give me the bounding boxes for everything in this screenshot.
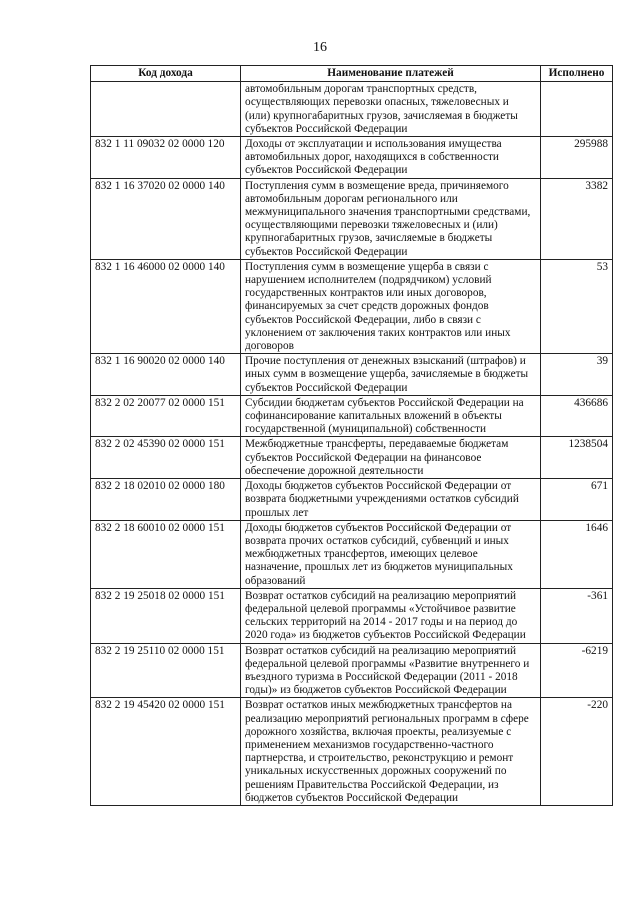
table-row bbox=[91, 588, 613, 643]
table-row bbox=[91, 395, 613, 437]
row-code: 832 1 16 37020 02 0000 140 bbox=[91, 178, 241, 259]
header-value: Исполнено bbox=[541, 66, 613, 82]
row-value: -361 bbox=[541, 588, 613, 643]
header-code: Код дохода bbox=[91, 66, 241, 82]
table-row bbox=[91, 643, 613, 698]
row-value: 1238504 bbox=[541, 437, 613, 479]
revenue-table bbox=[90, 65, 613, 806]
row-name: Доходы от эксплуатации и использования имущества автомобильных дорог, находящихся в собственности субъектов Российской Федерации bbox=[241, 137, 541, 179]
row-code: 832 2 18 02010 02 0000 180 bbox=[91, 479, 241, 521]
row-code bbox=[91, 82, 241, 137]
table-header-row bbox=[91, 66, 613, 82]
row-name: Межбюджетные трансферты, передаваемые бюджетам субъектов Российской Федерации на финансовое обеспечение дорожной деятельности bbox=[241, 437, 541, 479]
row-code: 832 2 02 20077 02 0000 151 bbox=[91, 395, 241, 437]
table-row bbox=[91, 178, 613, 259]
row-value bbox=[541, 82, 613, 137]
page-number: 16 bbox=[313, 40, 327, 55]
table-row bbox=[91, 137, 613, 179]
row-code: 832 2 02 45390 02 0000 151 bbox=[91, 437, 241, 479]
table-row bbox=[91, 259, 613, 353]
row-value: 39 bbox=[541, 354, 613, 396]
row-name: Субсидии бюджетам субъектов Российской Федерации на софинансирование капитальных вложений в объекты государственной (муниципальной) собственности bbox=[241, 395, 541, 437]
table-row bbox=[91, 520, 613, 588]
row-value: 1646 bbox=[541, 520, 613, 588]
row-value: -6219 bbox=[541, 643, 613, 698]
table-row bbox=[91, 479, 613, 521]
row-name: Доходы бюджетов субъектов Российской Федерации от возврата бюджетными учреждениями остатков субсидий прошлых лет bbox=[241, 479, 541, 521]
table-row bbox=[91, 354, 613, 396]
row-name: автомобильным дорогам транспортных средств, осуществляющих перевозки опасных, тяжеловесных и (или) крупногабаритных грузов, зачисляемая в бюджеты субъектов Российской Федерации bbox=[241, 82, 541, 137]
row-code: 832 1 16 90020 02 0000 140 bbox=[91, 354, 241, 396]
row-value: 295988 bbox=[541, 137, 613, 179]
header-name: Наименование платежей bbox=[241, 66, 541, 82]
table-row bbox=[91, 437, 613, 479]
row-name: Возврат остатков субсидий на реализацию мероприятий федеральной целевой программы «Развитие внутреннего и въездного туризма в Российской Федерации (2011 - 2018 годы)» из бюджетов субъектов Российской Федерации bbox=[241, 643, 541, 698]
row-code: 832 2 19 25110 02 0000 151 bbox=[91, 643, 241, 698]
row-name: Возврат остатков субсидий на реализацию мероприятий федеральной целевой программы «Устойчивое развитие сельских территорий на 2014 - 2017 годы и на период до 2020 года» из бюджетов субъектов Российской Федерации bbox=[241, 588, 541, 643]
row-value: 53 bbox=[541, 259, 613, 353]
table-row bbox=[91, 698, 613, 806]
table-row bbox=[91, 82, 613, 137]
row-value: -220 bbox=[541, 698, 613, 806]
row-code: 832 2 19 45420 02 0000 151 bbox=[91, 698, 241, 806]
row-value: 3382 bbox=[541, 178, 613, 259]
row-code: 832 2 19 25018 02 0000 151 bbox=[91, 588, 241, 643]
row-name: Поступления сумм в возмещение ущерба в связи с нарушением исполнителем (подрядчиком) условий государственных контрактов или иных договоров, финансируемых за счет средств дорожных фондов субъектов Российской Федерации, либо в связи с уклонением от заключения таких контрактов или иных договоров bbox=[241, 259, 541, 353]
row-code: 832 1 11 09032 02 0000 120 bbox=[91, 137, 241, 179]
row-code: 832 2 18 60010 02 0000 151 bbox=[91, 520, 241, 588]
row-value: 671 bbox=[541, 479, 613, 521]
row-name: Доходы бюджетов субъектов Российской Федерации от возврата прочих остатков субсидий, субвенций и иных межбюджетных трансфертов, имеющих целевое назначение, прошлых лет из бюджетов муниципальных образований bbox=[241, 520, 541, 588]
row-value: 436686 bbox=[541, 395, 613, 437]
row-name: Возврат остатков иных межбюджетных трансфертов на реализацию мероприятий региональных программ в сфере дорожного хозяйства, включая проекты, реализуемые с применением механизмов государственно-частного партнерства, и строительство, реконструкцию и ремонт уникальных искусственных дорожных сооружений по решениям Правительства Российской Федерации, из бюджетов субъектов Российской Федерации bbox=[241, 698, 541, 806]
row-code: 832 1 16 46000 02 0000 140 bbox=[91, 259, 241, 353]
row-name: Поступления сумм в возмещение вреда, причиняемого автомобильным дорогам регионального или межмуниципального значения транспортными средствами, осуществляющими перевозки тяжеловесных и (или) крупногабаритных грузов, зачисляемые в бюджеты субъектов Российской Федерации bbox=[241, 178, 541, 259]
row-name: Прочие поступления от денежных взысканий (штрафов) и иных сумм в возмещение ущерба, зачисляемые в бюджеты субъектов Российской Федерации bbox=[241, 354, 541, 396]
